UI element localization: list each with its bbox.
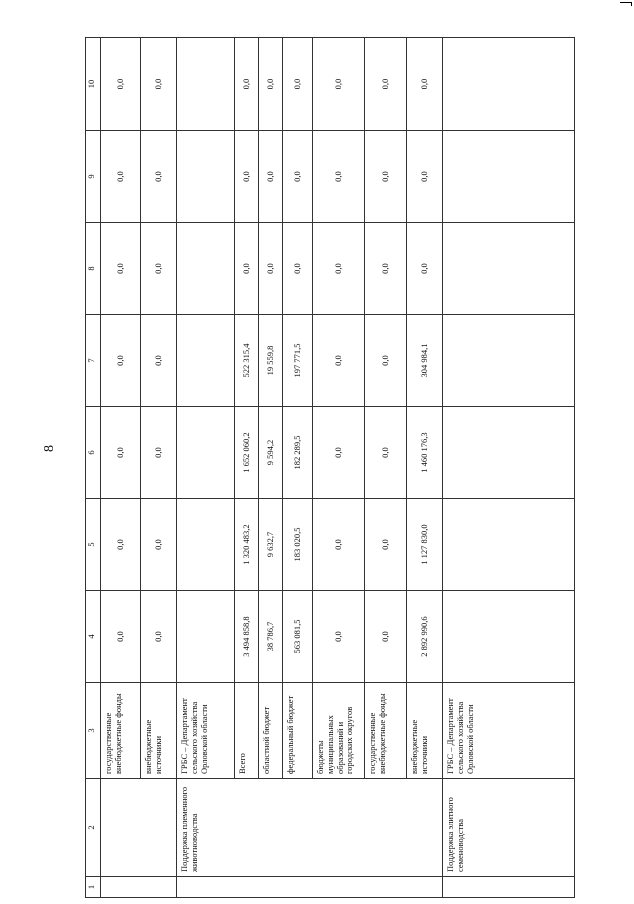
cell-value: 304 984,1 xyxy=(407,315,443,407)
cell-value xyxy=(443,131,575,223)
col-header: 10 xyxy=(86,38,101,131)
cell-value: 0,0 xyxy=(259,131,283,223)
cell-value: 0,0 xyxy=(313,591,365,683)
col-header: 6 xyxy=(86,407,101,499)
cell-value xyxy=(443,223,575,315)
cell-value xyxy=(177,407,235,499)
cell-value: 197 771,5 xyxy=(283,315,313,407)
cell-value xyxy=(443,499,575,591)
table-row xyxy=(283,38,313,898)
cell-value xyxy=(443,407,575,499)
page-number: 8 xyxy=(42,445,57,452)
cell-value: 0,0 xyxy=(101,223,141,315)
cell-source: областной бюджет xyxy=(259,683,283,779)
cell-value xyxy=(177,591,235,683)
col-header: 5 xyxy=(86,499,101,591)
cell-value: 0,0 xyxy=(365,499,407,591)
cell-value: 9 632,7 xyxy=(259,499,283,591)
cell-value: 522 315,4 xyxy=(235,315,259,407)
cell-value xyxy=(177,315,235,407)
cell-value: 3 494 858,8 xyxy=(235,591,259,683)
cell-value: 0,0 xyxy=(407,131,443,223)
cell-source: бюджеты муниципальных образований и городских округов xyxy=(313,683,365,779)
table-row xyxy=(235,38,259,898)
cell-value: 0,0 xyxy=(141,499,177,591)
cell-value: 0,0 xyxy=(283,38,313,131)
cell-value xyxy=(177,499,235,591)
cell-value: 1 127 830,0 xyxy=(407,499,443,591)
cell-index xyxy=(177,877,443,898)
cell-value: 0,0 xyxy=(313,315,365,407)
cell-value: 0,0 xyxy=(141,591,177,683)
cell-value: 1 460 176,3 xyxy=(407,407,443,499)
cell-value: 0,0 xyxy=(101,131,141,223)
table-row xyxy=(177,38,235,898)
cell-value: 0,0 xyxy=(313,131,365,223)
cell-value: 0,0 xyxy=(101,591,141,683)
cell-value: 0,0 xyxy=(313,223,365,315)
cell-value: 0,0 xyxy=(283,223,313,315)
col-header: 8 xyxy=(86,223,101,315)
cell-source: внебюджетные источники xyxy=(141,683,177,779)
table-row xyxy=(259,38,283,898)
cell-value: 1 652 060,2 xyxy=(235,407,259,499)
table-row xyxy=(443,38,575,898)
cell-value xyxy=(443,591,575,683)
cell-value: 0,0 xyxy=(365,407,407,499)
cell-source: федеральный бюджет xyxy=(283,683,313,779)
cell-index xyxy=(443,877,575,898)
cell-value: 0,0 xyxy=(101,407,141,499)
cell-value: 9 594,2 xyxy=(259,407,283,499)
cell-value: 0,0 xyxy=(141,223,177,315)
cell-value: 0,0 xyxy=(101,315,141,407)
cell-value: 0,0 xyxy=(313,38,365,131)
cell-program-name: Поддержка элитного семеноводства xyxy=(443,779,575,877)
corner-mark xyxy=(620,2,632,6)
cell-source: ГРБС – Департамент сельского хозяйства Орловской области xyxy=(443,683,575,779)
cell-value: 0,0 xyxy=(365,38,407,131)
cell-value: 183 020,5 xyxy=(283,499,313,591)
cell-program-name: Поддержка племенного животноводства xyxy=(177,779,443,877)
cell-value: 0,0 xyxy=(141,38,177,131)
cell-value: 0,0 xyxy=(365,591,407,683)
cell-value xyxy=(443,38,575,131)
table-row xyxy=(141,38,177,898)
col-header: 4 xyxy=(86,591,101,683)
cell-value: 0,0 xyxy=(313,407,365,499)
cell-value: 0,0 xyxy=(365,223,407,315)
cell-value: 1 320 483,2 xyxy=(235,499,259,591)
cell-value: 0,0 xyxy=(259,223,283,315)
col-header: 3 xyxy=(86,683,101,779)
budget-table xyxy=(85,37,575,898)
cell-value xyxy=(177,223,235,315)
cell-value: 38 786,7 xyxy=(259,591,283,683)
cell-value: 0,0 xyxy=(141,407,177,499)
cell-value: 0,0 xyxy=(141,315,177,407)
table-row xyxy=(313,38,365,898)
cell-value: 563 081,5 xyxy=(283,591,313,683)
cell-source: государственные внебюджетные фонды xyxy=(101,683,141,779)
header-row xyxy=(86,38,101,898)
cell-value xyxy=(443,315,575,407)
col-header: 1 xyxy=(86,877,101,898)
rotated-table-wrapper xyxy=(85,38,575,898)
cell-value: 0,0 xyxy=(407,38,443,131)
table-row xyxy=(407,38,443,898)
cell-program xyxy=(101,779,177,877)
cell-value: 0,0 xyxy=(313,499,365,591)
cell-value xyxy=(177,131,235,223)
cell-index xyxy=(101,877,177,898)
cell-value: 0,0 xyxy=(235,223,259,315)
cell-value: 182 289,5 xyxy=(283,407,313,499)
cell-source: государственные внебюджетные фонды xyxy=(365,683,407,779)
cell-value: 2 892 990,6 xyxy=(407,591,443,683)
col-header: 2 xyxy=(86,779,101,877)
cell-value: 0,0 xyxy=(365,315,407,407)
cell-value: 0,0 xyxy=(235,131,259,223)
cell-value xyxy=(177,38,235,131)
cell-value: 0,0 xyxy=(141,131,177,223)
cell-source: Всего xyxy=(235,683,259,779)
table-row xyxy=(101,38,141,898)
cell-value: 0,0 xyxy=(235,38,259,131)
col-header: 9 xyxy=(86,131,101,223)
cell-value: 0,0 xyxy=(365,131,407,223)
col-header: 7 xyxy=(86,315,101,407)
cell-value: 19 559,8 xyxy=(259,315,283,407)
cell-source: внебюджетные источники xyxy=(407,683,443,779)
cell-value: 0,0 xyxy=(259,38,283,131)
cell-value: 0,0 xyxy=(101,38,141,131)
cell-value: 0,0 xyxy=(407,223,443,315)
cell-value: 0,0 xyxy=(283,131,313,223)
table-row xyxy=(365,38,407,898)
cell-source: ГРБС – Департамент сельского хозяйства Орловской области xyxy=(177,683,235,779)
cell-value: 0,0 xyxy=(101,499,141,591)
